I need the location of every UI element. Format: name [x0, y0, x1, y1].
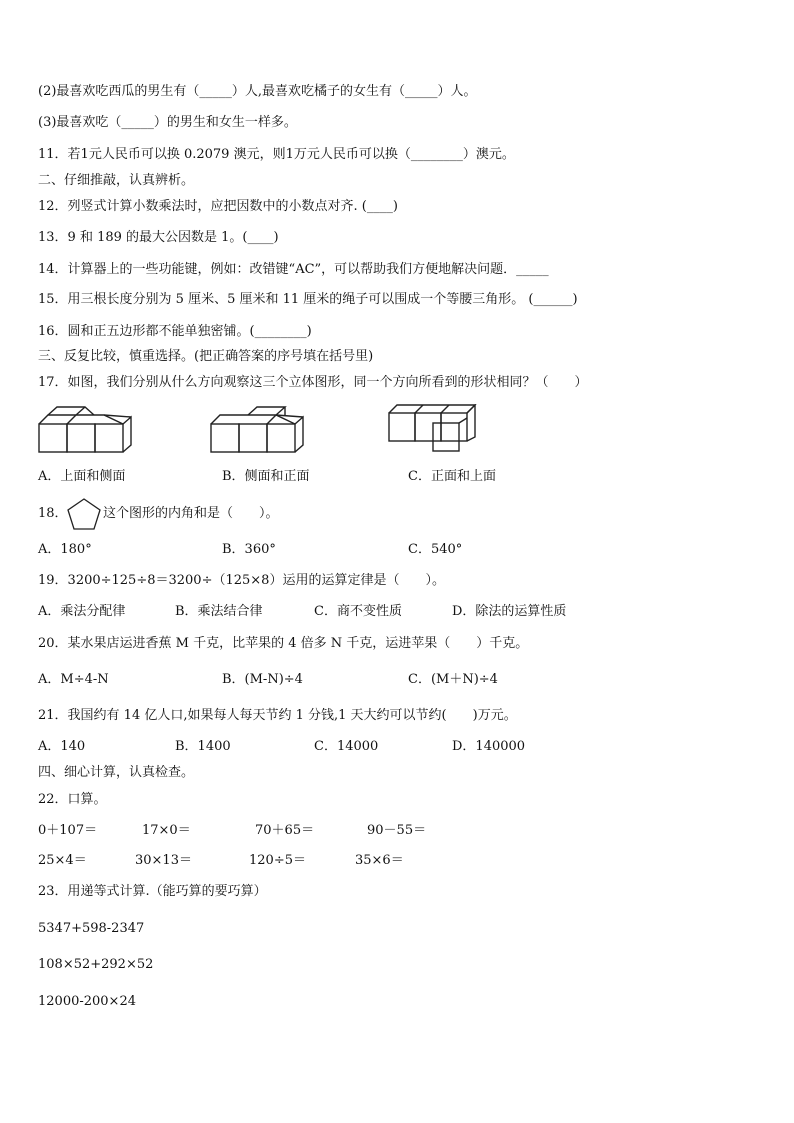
oral-problem: 30×13＝ — [135, 853, 192, 868]
q21-option-a[interactable]: A．140 — [38, 739, 86, 754]
q21-option-d[interactable]: D．140000 — [452, 739, 526, 754]
cube-row-icon — [38, 406, 133, 454]
step-calc-problem: 108×52+292×52 — [38, 957, 154, 972]
cube-row-icon — [210, 406, 305, 454]
step-calc-problem: 12000-200×24 — [38, 994, 136, 1009]
section-3-heading: 三、反复比较，慎重选择。(把正确答案的序号填在括号里) — [38, 349, 374, 364]
question-16: 16．圆和正五边形都不能单独密铺。(________) — [38, 324, 312, 339]
question-18-text: 这个图形的内角和是（ ）。 — [103, 506, 279, 521]
q10-part3: (3)最喜欢吃（_____）的男生和女生一样多。 — [38, 115, 297, 130]
cube-l-icon — [388, 404, 483, 452]
q17-option-b[interactable]: B．侧面和正面 — [222, 469, 310, 484]
q20-option-c[interactable]: C．(M＋N)÷4 — [408, 672, 498, 687]
question-23: 23．用递等式计算.（能巧算的要巧算） — [38, 884, 267, 899]
section-4-heading: 四、细心计算，认真检查。 — [38, 765, 195, 780]
q10-part2: (2)最喜欢吃西瓜的男生有（_____）人,最喜欢吃橘子的女生有（_____）人。 — [38, 84, 477, 99]
q21-option-b[interactable]: B．1400 — [175, 739, 231, 754]
oral-problem: 90－55＝ — [367, 823, 427, 838]
q19-option-a[interactable]: A．乘法分配律 — [38, 604, 126, 619]
question-17: 17．如图，我们分别从什么方向观察这三个立体图形，同一个方向所看到的形状相同？（ ） — [38, 375, 588, 390]
question-18-number: 18． — [38, 506, 68, 521]
oral-problem: 0＋107＝ — [38, 823, 98, 838]
q21-option-c[interactable]: C．14000 — [314, 739, 379, 754]
q19-option-c[interactable]: C．商不变性质 — [314, 604, 402, 619]
q18-option-a[interactable]: A．180° — [38, 542, 92, 557]
q20-option-b[interactable]: B．(M-N)÷4 — [222, 672, 303, 687]
question-12: 12．列竖式计算小数乘法时，应把因数中的小数点对齐. (____) — [38, 199, 398, 214]
step-calc-problem: 5347+598-2347 — [38, 921, 145, 936]
question-19: 19．3200÷125÷8＝3200÷（125×8）运用的运算定律是（ ）。 — [38, 573, 445, 588]
question-21: 21．我国约有 14 亿人口,如果每人每天节约 1 分钱,1 天大约可以节约( )万元。 — [38, 708, 517, 723]
q18-option-b[interactable]: B．360° — [222, 542, 276, 557]
question-22: 22．口算。 — [38, 792, 107, 807]
oral-problem: 35×6＝ — [355, 853, 404, 868]
oral-problem: 17×0＝ — [142, 823, 191, 838]
q20-option-a[interactable]: A．M÷4-N — [38, 672, 109, 687]
question-15: 15．用三根长度分别为 5 厘米、5 厘米和 11 厘米的绳子可以围成一个等腰三角形。 (______) — [38, 292, 578, 307]
question-13: 13．9 和 189 的最大公因数是 1。(____) — [38, 230, 279, 245]
q19-option-d[interactable]: D．除法的运算性质 — [452, 604, 567, 619]
question-20: 20．某水果店运进香蕉 M 千克，比苹果的 4 倍多 N 千克，运进苹果（ ）千克。 — [38, 636, 529, 651]
pentagon-icon — [66, 497, 102, 531]
question-11: 11．若1元人民币可以换 0.2079 澳元，则1万元人民币可以换（________）澳元。 — [38, 147, 515, 162]
section-2-heading: 二、仔细推敲，认真辨析。 — [38, 173, 195, 188]
oral-problem: 70＋65＝ — [255, 823, 315, 838]
q17-option-c[interactable]: C．正面和上面 — [408, 469, 496, 484]
q19-option-b[interactable]: B．乘法结合律 — [175, 604, 263, 619]
q18-option-c[interactable]: C．540° — [408, 542, 463, 557]
q17-option-a[interactable]: A．上面和侧面 — [38, 469, 126, 484]
oral-problem: 120÷5＝ — [249, 853, 306, 868]
question-14: 14．计算器上的一些功能键，例如：改错键“AC”，可以帮助我们方便地解决问题．_____ — [38, 262, 549, 277]
oral-problem: 25×4＝ — [38, 853, 87, 868]
